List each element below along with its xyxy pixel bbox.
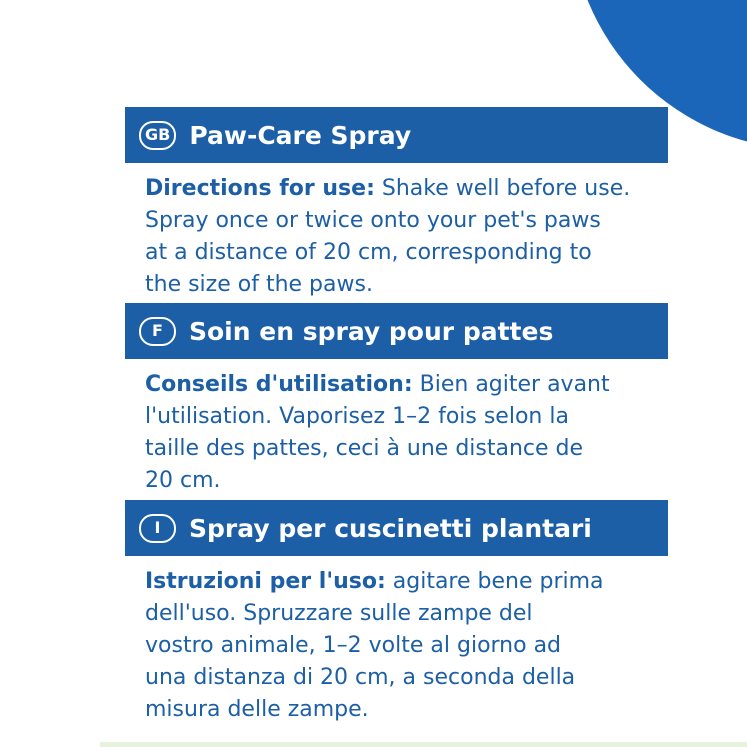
directions-text-gb (125, 163, 668, 301)
text-line: dell'uso. Spruzzare sulle zampe del (145, 601, 533, 626)
section-title-i: Spray per cuscinetti plantari (189, 513, 592, 543)
text-line (145, 566, 668, 598)
section-header-f (125, 303, 668, 359)
text-line: the size of the paws. (145, 272, 373, 297)
text-line: misura delle zampe. (145, 697, 369, 722)
text-line-content: Bien agiter avant (419, 372, 610, 397)
directions-label-gb: Directions for use: (145, 176, 375, 201)
section-gb (125, 107, 668, 301)
text-line: l'utilisation. Vaporisez 1–2 fois selon la (145, 404, 569, 429)
text-line: at a distance of 20 cm, corresponding to (145, 240, 592, 265)
text-line-content: Shake well before use. (381, 176, 631, 201)
directions-label-i: Istruzioni per l'uso: (145, 569, 386, 594)
section-title-gb: Paw-Care Spray (189, 120, 412, 150)
text-line-content: agitare bene prima (392, 569, 604, 594)
section-header-gb (125, 107, 668, 163)
directions-text-i (125, 556, 668, 726)
text-line: vostro animale, 1–2 volte al giorno ad (145, 633, 562, 658)
language-badge-gb: GB (139, 121, 176, 150)
text-line: 20 cm. (145, 468, 221, 493)
text-line: una distanza di 20 cm, a seconda della (145, 665, 576, 690)
section-i (125, 500, 668, 726)
directions-text-f (125, 359, 668, 497)
section-f (125, 303, 668, 497)
decorative-green-edge (100, 742, 747, 747)
text-line: taille des pattes, ceci à une distance de (145, 436, 584, 461)
section-title-f: Soin en spray pour pattes (189, 316, 554, 346)
text-line (145, 173, 668, 205)
section-header-i (125, 500, 668, 556)
language-badge-f: F (139, 317, 176, 346)
language-badge-i: I (139, 514, 176, 543)
directions-label-f: Conseils d'utilisation: (145, 372, 413, 397)
text-line (145, 369, 668, 401)
text-line: Spray once or twice onto your pet's paws (145, 208, 601, 233)
